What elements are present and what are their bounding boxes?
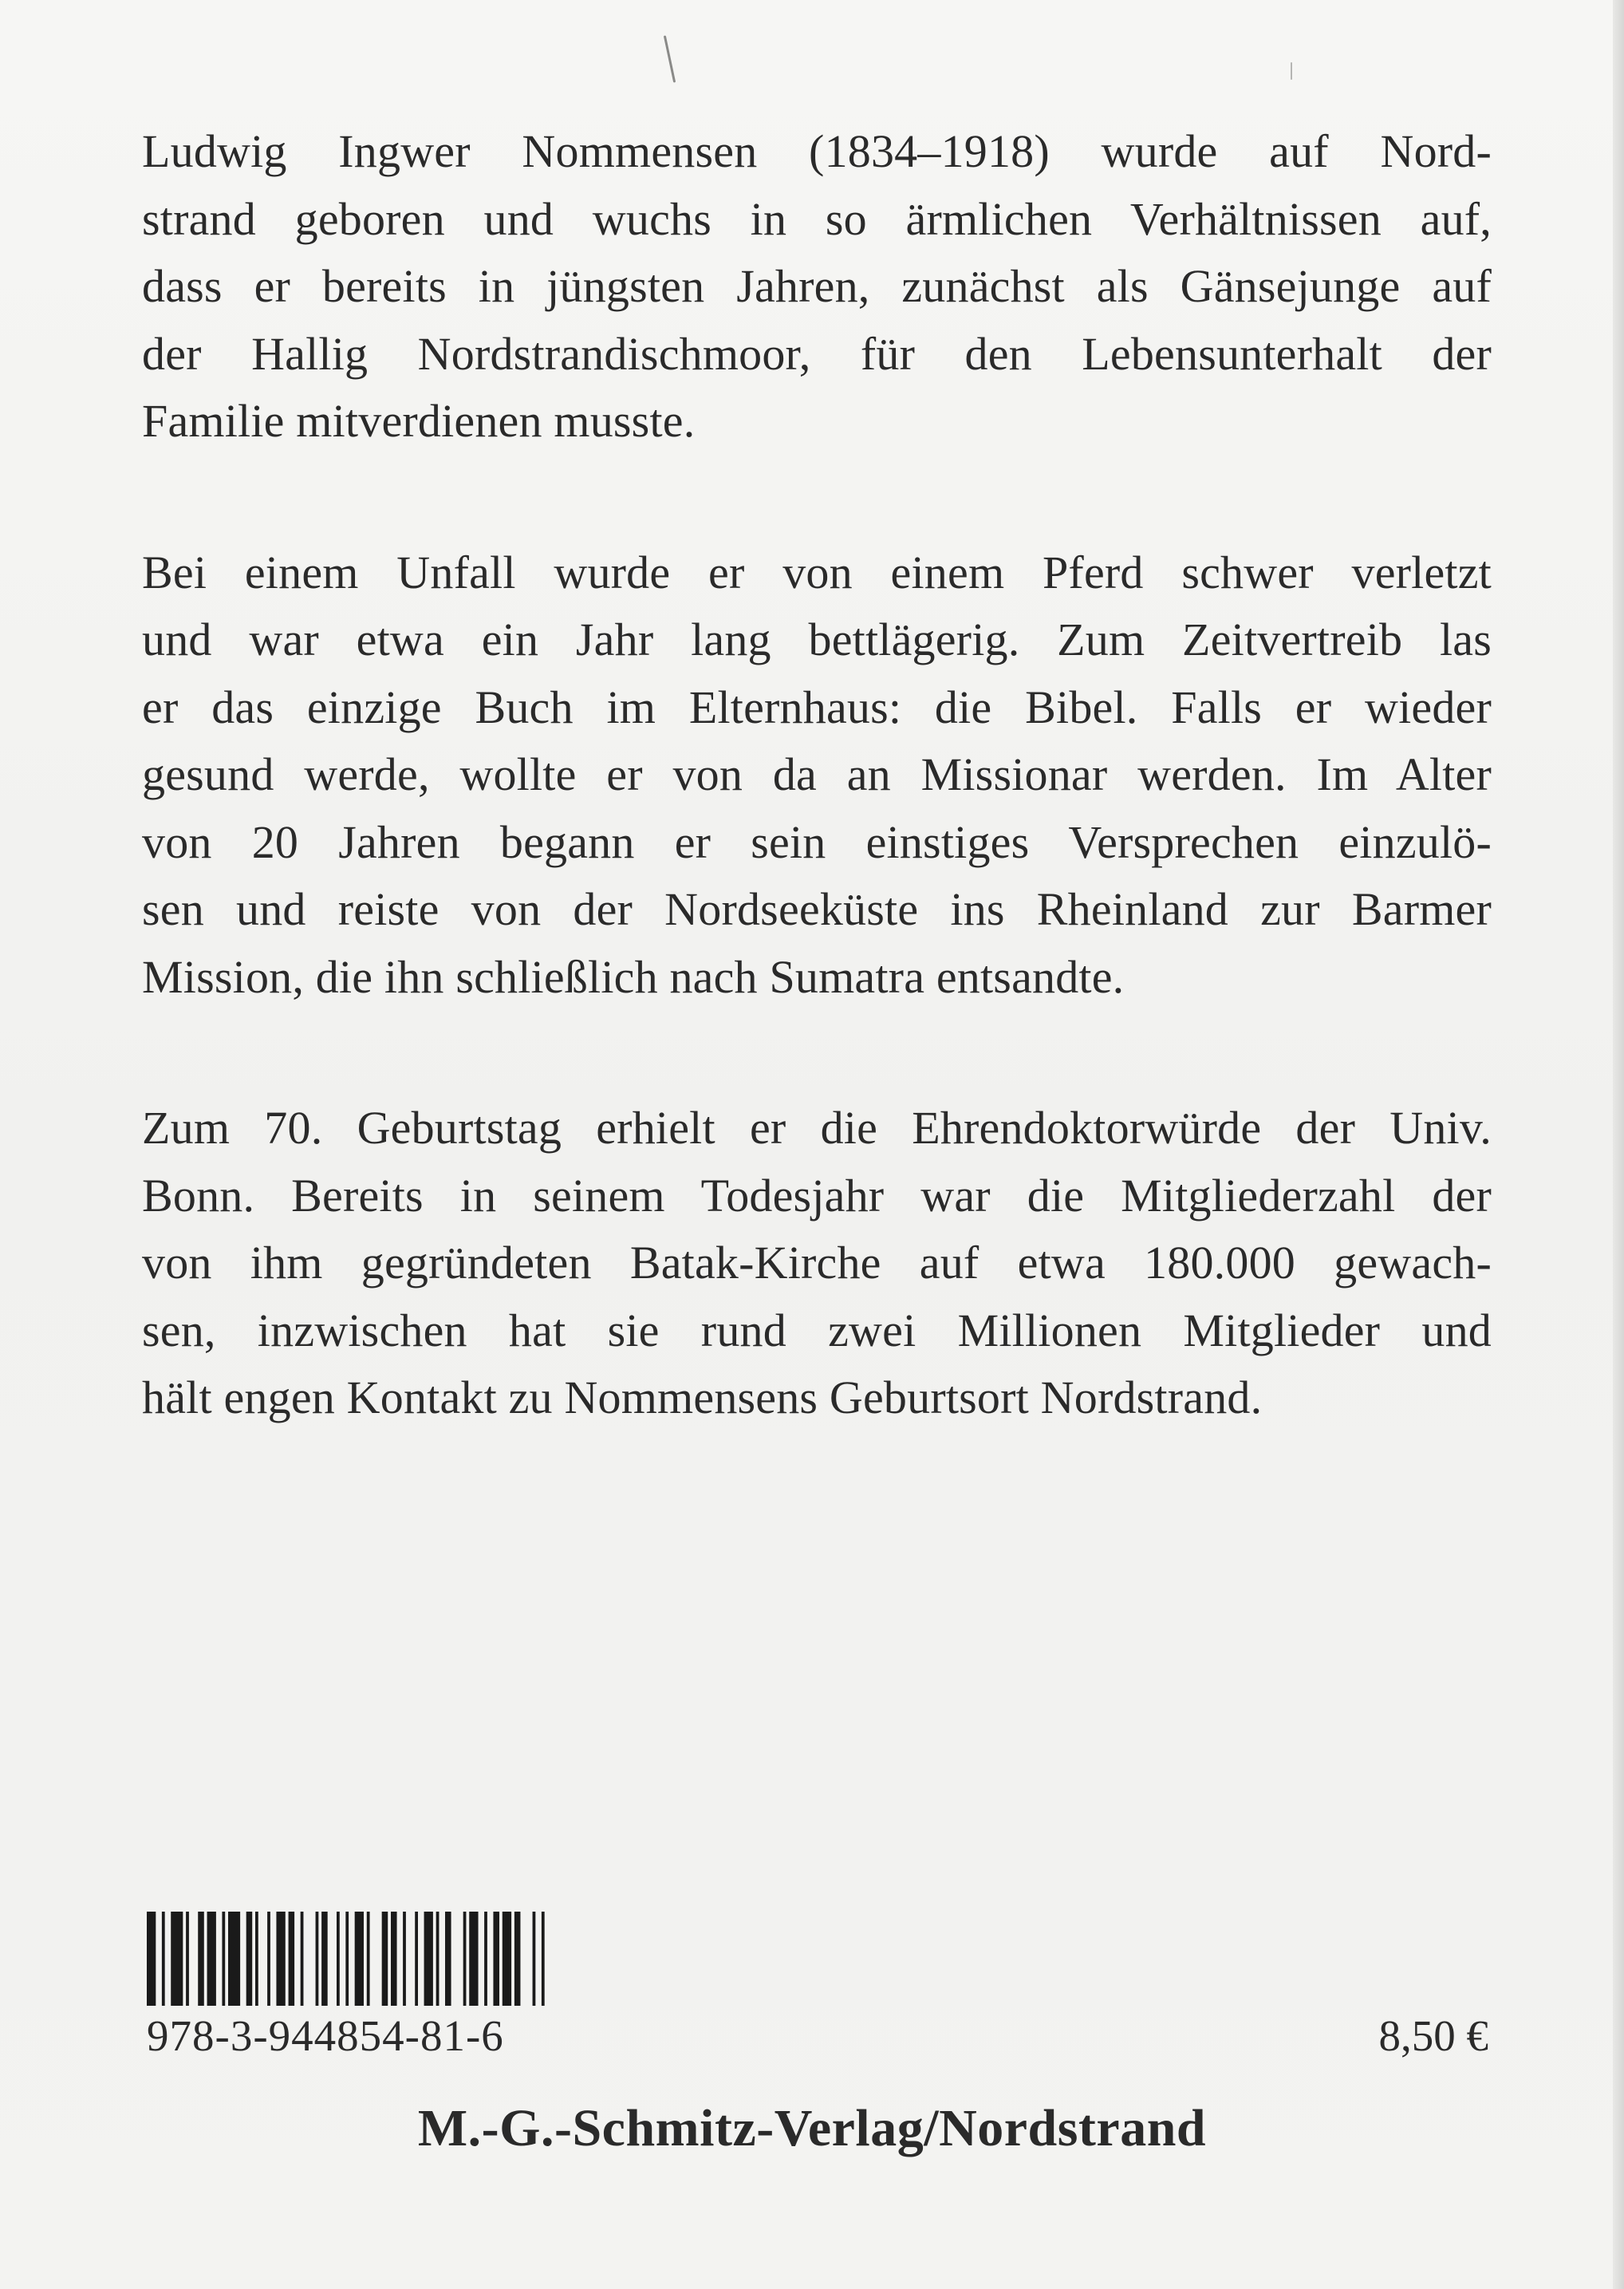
barcode-bar <box>147 1912 156 2006</box>
barcode-bar <box>436 1912 440 2006</box>
blurb-paragraph-3 <box>142 1095 1492 1432</box>
barcode-bar <box>207 1912 216 2006</box>
barcode-bar <box>484 1912 487 2006</box>
blurb-paragraph-1 <box>142 118 1492 456</box>
barcode-bar <box>246 1912 253 2006</box>
text-line: hält engen Kontakt zu Nommensens Geburtsort Nordstrand. <box>142 1371 1263 1423</box>
text-line: von 20 Jahren begann er sein einstiges Versprechen einzulö- <box>142 815 1492 868</box>
text-line: sen, inzwischen hat sie rund zwei Millionen Mitglieder und <box>142 1304 1492 1356</box>
barcode-bar <box>228 1912 240 2006</box>
cover-edge <box>1613 0 1624 2289</box>
text-line: von ihm gegründeten Batak-Kirche auf etwa 180.000 gewach- <box>142 1237 1492 1289</box>
barcode-bar <box>367 1912 370 2006</box>
barcode-bar <box>382 1912 388 2006</box>
publisher-name: M.-G.-Schmitz-Verlag/Nordstrand <box>417 2099 1207 2157</box>
isbn-number: 978-3-944854-81-6 <box>147 2011 504 2060</box>
barcode-bar <box>463 1912 467 2006</box>
text-line: Zum 70. Geburtstag erhielt er die Ehrendoktorwürde der Univ. <box>142 1102 1492 1154</box>
blurb-text <box>142 118 1492 1516</box>
barcode-bar <box>321 1912 328 2006</box>
text-line: der Hallig Nordstrandischmoor, für den Lebensunterhalt der <box>142 327 1492 380</box>
barcode-bar <box>222 1912 225 2006</box>
text-line: strand geboren und wuchs in so ärmlichen Verhältnissen auf, <box>142 192 1492 245</box>
barcode-bar <box>171 1912 183 2006</box>
text-line: gesund werde, wollte er von da an Missionar werden. Im Alter <box>142 748 1492 800</box>
barcode-bar <box>533 1912 536 2006</box>
barcode-bar <box>289 1912 295 2006</box>
text-line: und war etwa ein Jahr lang bettlägerig. Zum Zeitvertreib las <box>142 614 1492 665</box>
price: 8,50 € <box>1378 2011 1488 2060</box>
barcode-bar <box>503 1912 511 2006</box>
text-line: Ludwig Ingwer Nommensen (1834–1918) wurde auf Nord- <box>142 125 1492 177</box>
barcode-bar <box>469 1912 478 2006</box>
barcode-bar <box>198 1912 204 2006</box>
barcode-graphic <box>147 1912 554 2006</box>
scan-speck <box>1291 62 1292 80</box>
barcode-bar <box>355 1912 364 2006</box>
barcode-bar <box>345 1912 349 2006</box>
barcode-bar <box>316 1912 319 2006</box>
barcode-bar <box>337 1912 340 2006</box>
text-line: sen und reiste von der Nordseeküste ins Rheinland zur Barmer <box>142 883 1492 935</box>
barcode-bar <box>445 1912 451 2006</box>
barcode-bar <box>276 1912 285 2006</box>
text-line: Familie mitverdienen musste. <box>142 395 696 447</box>
text-line: dass er bereits in jüngsten Jahren, zunächst als Gänsejunge auf <box>142 260 1492 312</box>
text-line: er das einzige Buch im Elternhaus: die Bibel. Falls er wieder <box>142 681 1492 733</box>
barcode-bar <box>391 1912 397 2006</box>
barcode-bar <box>162 1912 165 2006</box>
barcode-bar <box>493 1912 499 2006</box>
barcode-bar <box>255 1912 258 2006</box>
barcode-bar <box>403 1912 406 2006</box>
barcode-bar <box>514 1912 521 2006</box>
barcode-bar <box>301 1912 304 2006</box>
barcode <box>147 1912 554 2006</box>
text-line: Bei einem Unfall wurde er von einem Pferd schwer verletzt <box>142 546 1492 598</box>
barcode-bar <box>542 1912 545 2006</box>
barcode-bar <box>424 1912 433 2006</box>
barcode-bar <box>267 1912 270 2006</box>
text-line: Bonn. Bereits in seinem Todesjahr war die Mitgliederzahl der <box>142 1169 1492 1221</box>
text-line: Mission, die ihn schließlich nach Sumatra entsandte. <box>142 950 1125 1003</box>
barcode-bar <box>415 1912 418 2006</box>
blurb-paragraph-2 <box>142 539 1492 1012</box>
barcode-bar <box>186 1912 189 2006</box>
